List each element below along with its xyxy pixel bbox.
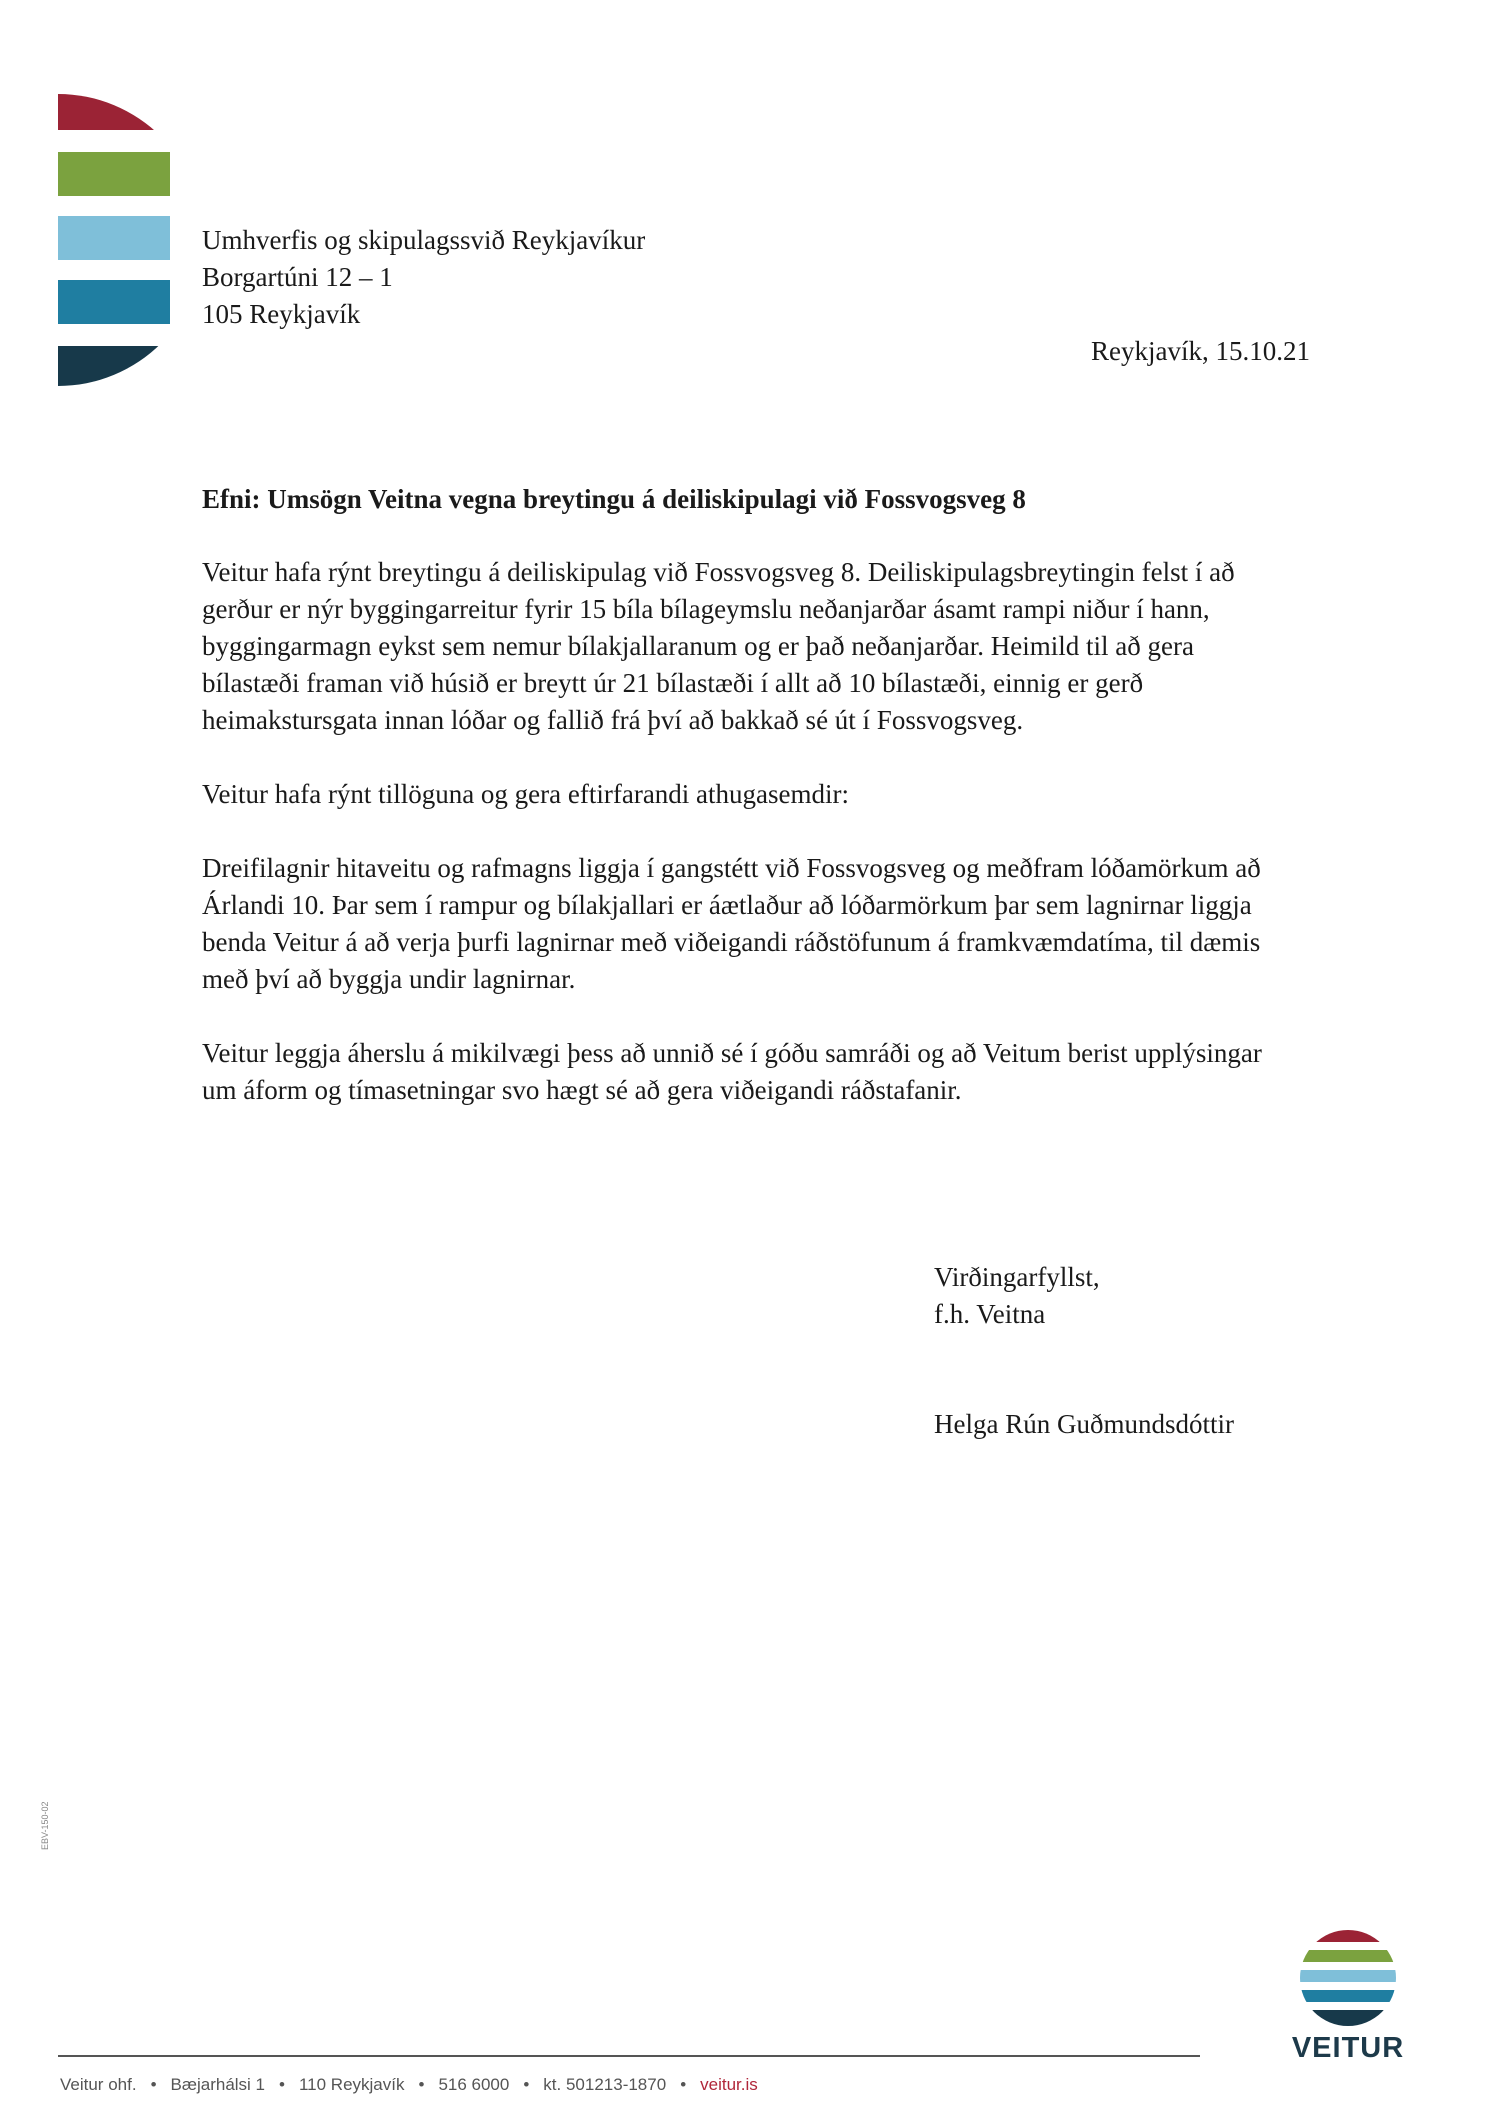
letter-body (202, 554, 1322, 1146)
footer-separator: • (279, 2075, 285, 2094)
letter-subject: Efni: Umsögn Veitna vegna breytingu á deiliskipulagi við Fossvogsveg 8 (202, 484, 1026, 514)
paragraph-intro-remarks (202, 776, 1322, 813)
recipient-address (202, 222, 645, 333)
footer-separator: • (523, 2075, 530, 2094)
logo-wordmark: VEITUR (1291, 2032, 1405, 2064)
letter-date: Reykjavík, 15.10.21 (1091, 336, 1310, 366)
veitur-logo-bottom (1285, 1928, 1411, 2068)
paragraph-remarks (202, 850, 1322, 998)
logo-stripe-red (1285, 1928, 1411, 1942)
logo-stripe-green (1285, 1950, 1411, 1962)
signature-name: Helga Rún Guðmundsdóttir (934, 1409, 1234, 1439)
footer-separator: • (680, 2075, 687, 2094)
body-line: heimakstursgata innan lóðar og fallið frá því að bakkað sé út í Fossvogsveg. (202, 705, 1024, 735)
footer-city: 110 Reykjavík (298, 2075, 405, 2094)
body-line: bílastæði framan við húsið er breytt úr 21 bílastæði í allt að 10 bílastæði, einnig er gerð (202, 668, 1144, 698)
body-line: Veitur hafa rýnt breytingu á deiliskipulag við Fossvogsveg 8. Deiliskipulagsbreytingin felst í að (202, 557, 1235, 587)
footer-phone: 516 6000 (438, 2075, 510, 2094)
logo-stripe-light-blue (58, 216, 170, 260)
closing-line: Virðingarfyllst, (934, 1262, 1100, 1292)
footer-street: Bæjarhálsi 1 (170, 2075, 266, 2094)
body-line: benda Veitur á að verja þurfi lagnirnar með viðeigandi ráðstöfunum á framkvæmdatíma, til dæmis (202, 927, 1261, 957)
footer-website-link[interactable]: veitur.is (700, 2075, 758, 2094)
logo-stripe-teal (1285, 1990, 1411, 2002)
footer-divider (58, 2055, 1200, 2057)
body-line: um áform og tímasetningar svo hægt sé að gera viðeigandi ráðstafanir. (202, 1075, 962, 1105)
footer (60, 2075, 758, 2095)
body-line: byggingarmagn eykst sem nemur bílakjallaranum og er það neðanjarðar. Heimild til að gera (202, 631, 1194, 661)
footer-company: Veitur ohf. (60, 2075, 137, 2094)
body-line: Árlandi 10. Þar sem í rampur og bílakjallari er áætlaður að lóðarmörkum þar sem lagnirnar liggja (202, 890, 1252, 920)
paragraph-cooperation (202, 1035, 1322, 1109)
logo-stripe-red (58, 94, 170, 130)
body-line: Veitur leggja áherslu á mikilvægi þess að unnið sé í góðu samráði og að Veitum berist upplýsingar (202, 1038, 1262, 1068)
body-line: Dreifilagnir hitaveitu og rafmagns liggja í gangstétt við Fossvogsveg og meðfram lóðamörkum að (202, 853, 1261, 883)
footer-separator: • (150, 2075, 157, 2094)
closing-line: f.h. Veitna (934, 1299, 1046, 1329)
logo-stripe-navy (1285, 2010, 1411, 2030)
logo-stripe-light-blue (1285, 1970, 1411, 1982)
logo-stripe-navy (58, 346, 170, 386)
recipient-line: Umhverfis og skipulagssvið Reykjavíkur (202, 225, 646, 255)
footer-separator: • (418, 2075, 425, 2094)
logo-stripe-teal (58, 280, 170, 324)
body-line: með því að byggja undir lagnirnar. (202, 964, 576, 994)
footer-kt: kt. 501213-1870 (543, 2075, 667, 2094)
veitur-logo-left (58, 94, 170, 386)
recipient-line: 105 Reykjavík (202, 299, 361, 329)
logo-stripe-green (58, 152, 170, 196)
paragraph-description (202, 554, 1322, 739)
letter-closing (934, 1259, 1100, 1333)
body-line: gerður er nýr byggingarreitur fyrir 15 bíla bílageymslu neðanjarðar ásamt rampi niður í hann, (202, 594, 1210, 624)
document-code: EBV-150-02 (40, 1801, 50, 1850)
body-line: Veitur hafa rýnt tillöguna og gera eftirfarandi athugasemdir: (202, 779, 850, 809)
recipient-line: Borgartúni 12 – 1 (202, 262, 393, 292)
